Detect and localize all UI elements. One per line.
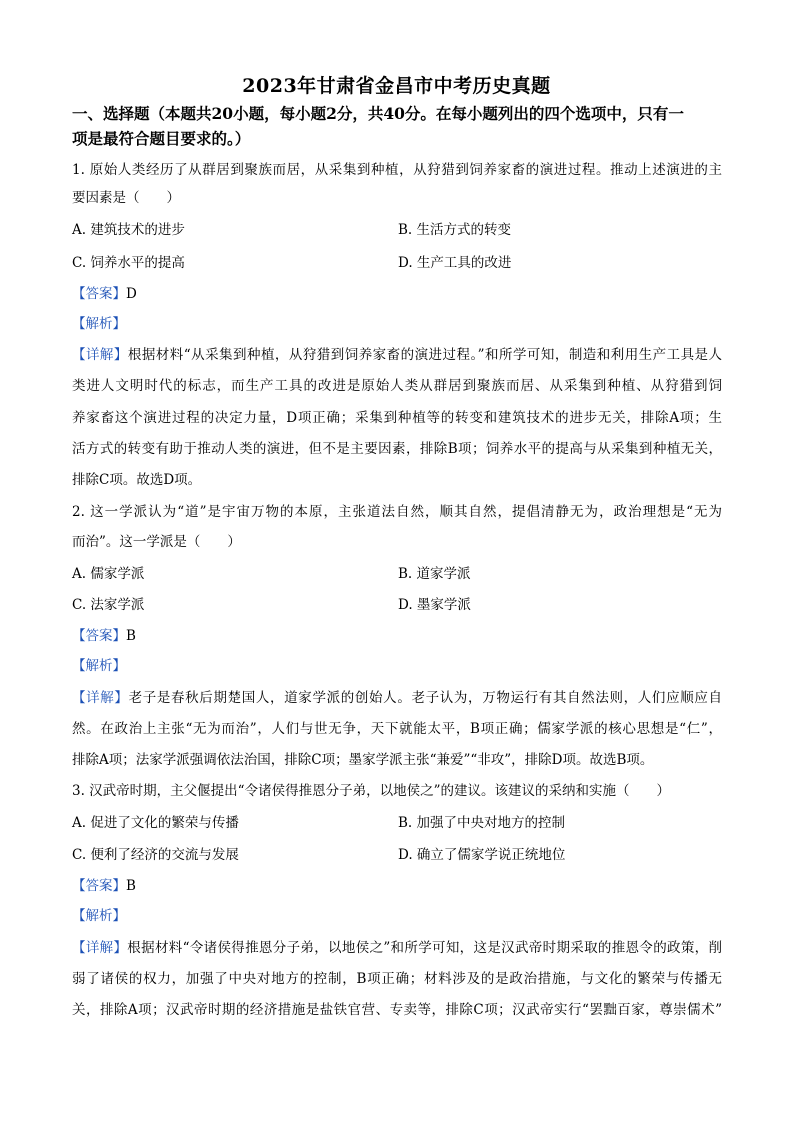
q1-answer-value: D — [126, 286, 137, 302]
q2-option-a: A. 儒家学派 — [72, 566, 145, 582]
q1-option-b: B. 生活方式的转变 — [398, 222, 512, 238]
q3-detail-line2: 弱了诸侯的权力，加强了中央对地方的控制，B项正确；材料涉及的是政治措施，与文化的繁荣与传播无 — [72, 971, 722, 987]
q3-answer — [72, 876, 136, 896]
q3-analysis-tag: 【解析】 — [72, 908, 126, 924]
page-title: 2023年甘肃省金昌市中考历史真题 — [242, 75, 551, 97]
q2-detail-line3: 排除A项；法家学派强调依法治国，排除C项；墨家学派主张“兼爱”“非攻”，排除D项。故选B项。 — [72, 752, 654, 768]
q2-detail-line2: 然。在政治上主张“无为而治”，人们与世无争，天下就能太平，B项正确；儒家学派的核心思想是“仁”， — [72, 721, 722, 737]
q3-option-a: A. 促进了文化的繁荣与传播 — [72, 815, 239, 831]
q2-analysis-tag: 【解析】 — [72, 658, 126, 674]
answer-tag: 【答案】 — [72, 286, 126, 302]
q1-analysis-tag: 【解析】 — [72, 316, 126, 332]
q3-answer-value: B — [126, 878, 136, 894]
q1-detail-line4: 活方式的转变有助于推动人类的演进，但不是主要因素，排除B项；饲养水平的提高与从采集到种植无关， — [72, 441, 722, 457]
q1-detail-text1: 根据材料“从采集到种植，从狩猎到饲养家畜的演进过程。”和所学可知，制造和利用生产工具是人 — [127, 347, 722, 363]
q3-stem-line1: 3. 汉武帝时期，主父偃提出“令诸侯得推恩分子弟，以地侯之”的建议。该建议的采纳和实施（ ） — [72, 783, 670, 799]
q3-option-b: B. 加强了中央对地方的控制 — [398, 815, 566, 831]
q1-stem-line1: 1. 原始人类经历了从群居到聚族而居，从采集到种植，从狩猎到饲养家畜的演进过程。推动上述演进的主 — [72, 162, 722, 178]
q1-option-a: A. 建筑技术的进步 — [72, 222, 185, 238]
q1-detail-line3: 养家畜这个演进过程的决定力量，D项正确；采集到种植等的转变和建筑技术的进步无关，排除A项；生 — [72, 410, 722, 426]
q1-stem-line2: 要因素是（ ） — [72, 190, 180, 206]
q1-detail-line1 — [72, 345, 722, 365]
q2-option-c: C. 法家学派 — [72, 597, 145, 613]
detail-tag: 【详解】 — [72, 940, 128, 956]
q2-answer — [72, 626, 136, 646]
section-heading-line2: 项是最符合题目要求的。） — [72, 129, 251, 148]
detail-tag: 【详解】 — [72, 690, 129, 706]
answer-tag: 【答案】 — [72, 628, 126, 644]
q1-option-d: D. 生产工具的改进 — [398, 255, 512, 271]
q1-option-c: C. 饲养水平的提高 — [72, 255, 185, 271]
q3-option-c: C. 便利了经济的交流与发展 — [72, 847, 239, 863]
q1-answer — [72, 284, 137, 304]
q2-answer-value: B — [126, 628, 136, 644]
q2-detail-line1 — [72, 688, 722, 708]
q3-detail-line3: 关，排除A项；汉武帝时期的经济措施是盐铁官营、专卖等，排除C项；汉武帝实行“罢黜百家，尊崇儒术” — [72, 1002, 722, 1018]
q2-option-d: D. 墨家学派 — [398, 597, 471, 613]
q2-detail-text1: 老子是春秋后期楚国人，道家学派的创始人。老子认为，万物运行有其自然法则，人们应顺应自 — [128, 690, 722, 706]
answer-tag: 【答案】 — [72, 878, 126, 894]
q1-detail-line2: 类进人文明时代的标志，而生产工具的改进是原始人类从群居到聚族而居、从采集到种植、从狩猎到饲 — [72, 378, 722, 394]
q3-detail-text1: 根据材料“令诸侯得推恩分子弟，以地侯之”和所学可知，这是汉武帝时期采取的推恩令的政策，削 — [127, 940, 722, 956]
q3-option-d: D. 确立了儒家学说正统地位 — [398, 847, 566, 863]
q1-detail-line5: 排除C项。故选D项。 — [72, 472, 202, 488]
q2-stem-line1: 2. 这一学派认为“道”是宇宙万物的本原，主张道法自然，顺其自然，提倡清静无为，政治理想是“无为 — [72, 504, 722, 520]
q2-stem-line2: 而治”。这一学派是（ ） — [72, 534, 241, 550]
q2-option-b: B. 道家学派 — [398, 566, 471, 582]
detail-tag: 【详解】 — [72, 347, 128, 363]
q3-detail-line1 — [72, 938, 722, 958]
section-heading-line1: 一、选择题（本题共20小题，每小题2分，共40分。在每小题列出的四个选项中，只有一 — [72, 104, 684, 123]
